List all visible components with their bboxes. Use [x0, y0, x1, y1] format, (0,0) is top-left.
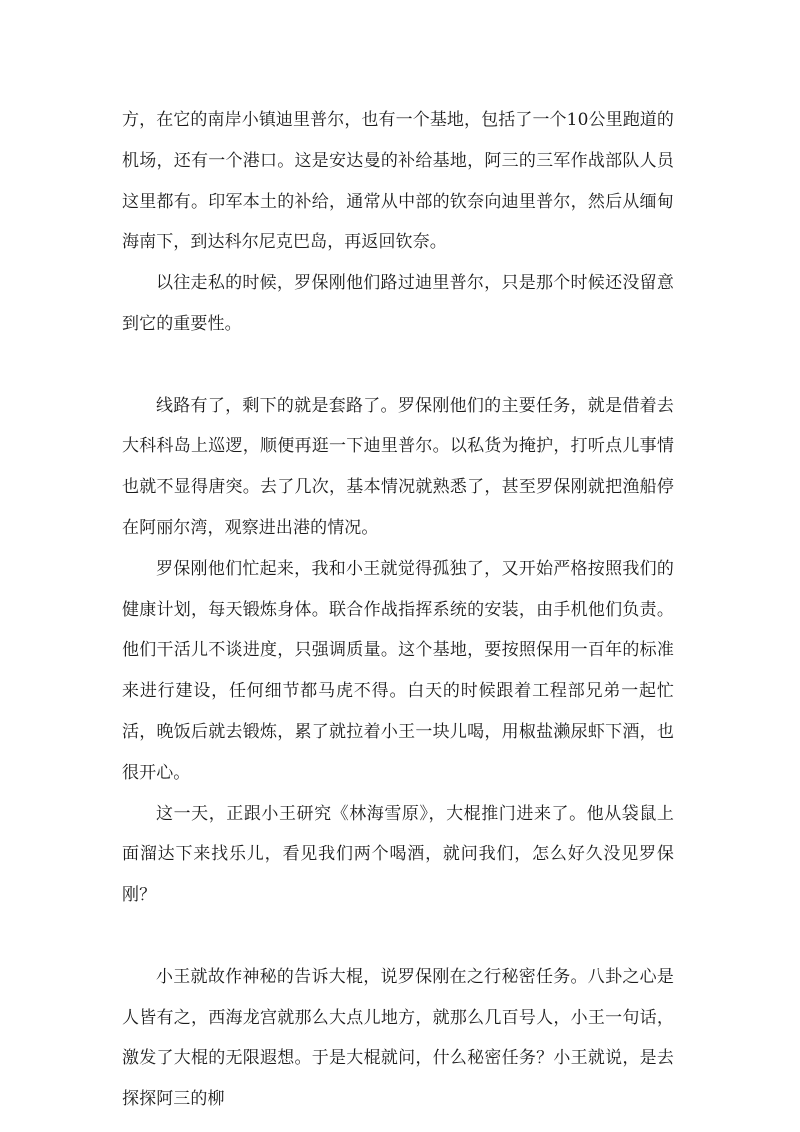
paragraph-4: 罗保刚他们忙起来，我和小王就觉得孤独了，又开始严格按照我们的健康计划，每天锻炼身体。联合作战指挥系统的安装，由手机他们负责。他们干活儿不谈进度，只强调质量。这个基地，要按照保用一百年的标准来进行建设，任何细节都马虎不得。白天的时候跟着工程部兄弟一起忙活，晚饭后就去锻炼，累了就拉着小王一块儿喝，用椒盐濑尿虾下酒，也很开心。: [122, 558, 674, 783]
paragraph-5: 这一天，正跟小王研究《林海雪原》，大棍推门进来了。他从袋鼠上面溜达下来找乐儿，看见我们两个喝酒，就问我们，怎么好久没见罗保刚？: [122, 803, 674, 906]
paragraph-6: 小王就故作神秘的告诉大棍，说罗保刚在之行秘密任务。八卦之心是人皆有之，西海龙宫就那么大点儿地方，就那么几百号人，小王一句话，激发了大棍的无限遐想。于是大棍就问，什么秘密任务？小王就说，是去探探阿三的柳: [122, 966, 674, 1110]
paragraph-3: 线路有了，剩下的就是套路了。罗保刚他们的主要任务，就是借着去大科科岛上巡逻，顺便再逛一下迪里普尔。以私货为掩护，打听点儿事情也就不显得唐突。去了几次，基本情况就熟悉了，甚至罗保刚就把渔船停在阿丽尔湾，观察进出港的情况。: [122, 395, 674, 538]
paragraph-spacer: [122, 345, 674, 386]
paragraph-2: 以往走私的时候，罗保刚他们路过迪里普尔，只是那个时候还没留意到它的重要性。: [122, 273, 674, 334]
text-body: [122, 100, 674, 1120]
paragraph-1: 方，在它的南岸小镇迪里普尔，也有一个基地，包括了一个10公里跑道的机场，还有一个港口。这是安达曼的补给基地，阿三的三军作战部队人员这里都有。印军本土的补给，通常从中部的钦奈向迪里普尔，然后从缅甸海南下，到达科尔尼克巴岛，再返回钦奈。: [122, 110, 674, 253]
paragraph-spacer: [122, 916, 674, 957]
